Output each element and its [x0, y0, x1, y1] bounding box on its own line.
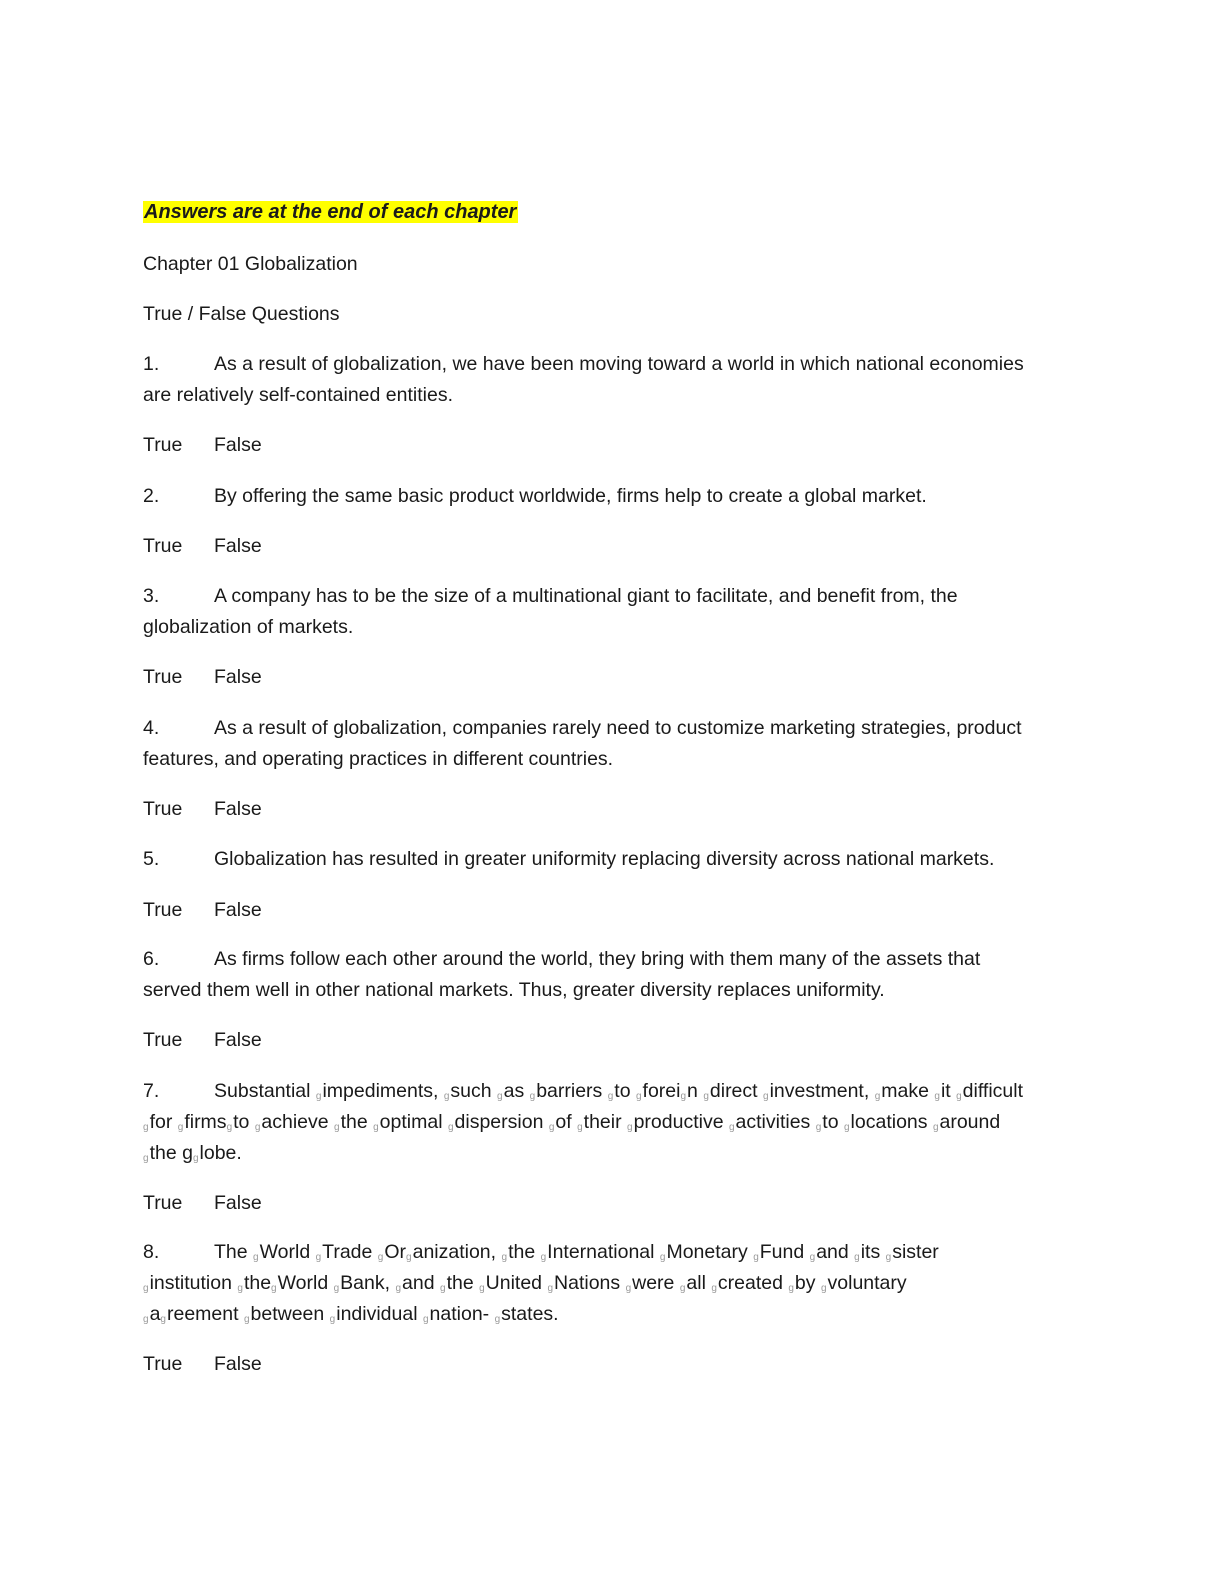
- question-text: features, and operating practices in different countries.: [143, 748, 614, 770]
- artifact-glyph: g: [809, 1252, 816, 1263]
- question-7-continuation: [143, 1110, 1000, 1140]
- artifact-glyph: g: [854, 1252, 860, 1263]
- artifact-glyph: g: [788, 1283, 794, 1294]
- question-text: globalization of markets.: [143, 616, 354, 638]
- artifact-glyph: g: [143, 1314, 149, 1325]
- artifact-glyph: g: [680, 1091, 687, 1102]
- artifact-glyph: g: [143, 1283, 149, 1294]
- artifact-glyph: g: [763, 1091, 769, 1102]
- artifact-glyph: g: [815, 1122, 822, 1133]
- question-text: gthe gglobe.: [143, 1142, 242, 1164]
- answer-options: [143, 665, 262, 689]
- true-option: True: [143, 899, 183, 921]
- answer-options: [143, 1191, 262, 1215]
- artifact-glyph: g: [885, 1252, 892, 1263]
- question-6: [143, 947, 980, 971]
- artifact-glyph: g: [377, 1252, 384, 1263]
- question-text: served them well in other national markets. Thus, greater diversity replaces uniformity.: [143, 979, 885, 1001]
- artifact-glyph: g: [679, 1283, 686, 1294]
- artifact-glyph: g: [192, 1153, 199, 1164]
- false-option: False: [214, 899, 262, 921]
- artifact-glyph: g: [956, 1091, 962, 1102]
- question-1-continuation: [143, 383, 453, 407]
- question-5: [143, 847, 994, 871]
- question-8: [143, 1240, 939, 1270]
- artifact-glyph: g: [577, 1122, 583, 1133]
- artifact-glyph: g: [703, 1091, 709, 1102]
- artifact-glyph: g: [237, 1283, 243, 1294]
- artifact-glyph: g: [753, 1252, 759, 1263]
- artifact-glyph: g: [479, 1283, 485, 1294]
- answer-options: [143, 534, 262, 558]
- artifact-glyph: g: [548, 1122, 555, 1133]
- question-number: 6.: [143, 948, 160, 970]
- question-number: 8.: [143, 1241, 160, 1263]
- artifact-glyph: g: [315, 1252, 322, 1263]
- artifact-glyph: g: [635, 1091, 642, 1102]
- artifact-glyph: g: [253, 1252, 259, 1263]
- question-7: [143, 1079, 1023, 1109]
- question-number: 7.: [143, 1080, 160, 1102]
- question-text: By offering the same basic product worldwide, firms help to create a global market.: [214, 485, 927, 507]
- chapter-title: Chapter 01 Globalization: [143, 253, 358, 275]
- artifact-glyph: g: [547, 1283, 554, 1294]
- artifact-glyph: g: [395, 1283, 402, 1294]
- true-option: True: [143, 1029, 183, 1051]
- question-6-continuation: [143, 978, 885, 1002]
- question-number: 1.: [143, 353, 160, 375]
- artifact-glyph: g: [440, 1283, 446, 1294]
- answer-options: [143, 1028, 262, 1052]
- question-8-continuation: [143, 1271, 907, 1301]
- heading-line: [143, 200, 518, 224]
- artifact-glyph: g: [177, 1122, 184, 1133]
- question-4-continuation: [143, 747, 613, 771]
- question-1: [143, 352, 1024, 376]
- artifact-glyph: g: [501, 1252, 508, 1263]
- question-text: As a result of globalization, companies rarely need to customize marketing strategies, product: [214, 717, 1022, 739]
- artifact-glyph: g: [447, 1122, 454, 1133]
- artifact-glyph: g: [422, 1314, 429, 1325]
- true-option: True: [143, 666, 183, 688]
- question-number: 4.: [143, 717, 160, 739]
- artifact-glyph: g: [728, 1122, 735, 1133]
- section-title: True / False Questions: [143, 303, 340, 325]
- question-number: 3.: [143, 585, 160, 607]
- artifact-glyph: g: [329, 1314, 336, 1325]
- answer-options: [143, 898, 262, 922]
- artifact-glyph: g: [497, 1091, 503, 1102]
- false-option: False: [214, 434, 262, 456]
- artifact-glyph: g: [373, 1122, 379, 1133]
- question-text: gagreement gbetween gindividual gnation- gstates.: [143, 1303, 559, 1325]
- artifact-glyph: g: [243, 1314, 250, 1325]
- answer-options: [143, 1352, 262, 1376]
- question-number: 5.: [143, 848, 160, 870]
- false-option: False: [214, 1353, 262, 1375]
- artifact-glyph: g: [874, 1091, 881, 1102]
- question-text: ginstitution gthegWorld gBank, gand gthe gUnited gNations gwere gall gcreated gby gvoluntary: [143, 1272, 907, 1294]
- question-3: [143, 584, 958, 608]
- artifact-glyph: g: [659, 1252, 666, 1263]
- true-option: True: [143, 434, 183, 456]
- artifact-glyph: g: [932, 1122, 939, 1133]
- artifact-glyph: g: [934, 1091, 940, 1102]
- artifact-glyph: g: [711, 1283, 717, 1294]
- question-text: are relatively self-contained entities.: [143, 384, 453, 406]
- artifact-glyph: g: [627, 1122, 633, 1133]
- false-option: False: [214, 535, 262, 557]
- artifact-glyph: g: [443, 1091, 450, 1102]
- artifact-glyph: g: [625, 1283, 632, 1294]
- artifact-glyph: g: [254, 1122, 261, 1133]
- artifact-glyph: g: [143, 1122, 149, 1133]
- false-option: False: [214, 666, 262, 688]
- answers-note-heading: Answers are at the end of each chapter: [144, 201, 517, 223]
- true-option: True: [143, 1192, 183, 1214]
- false-option: False: [214, 798, 262, 820]
- question-4: [143, 716, 1022, 740]
- artifact-glyph: g: [315, 1091, 322, 1102]
- question-8-continuation: [143, 1302, 559, 1332]
- true-option: True: [143, 798, 183, 820]
- artifact-glyph: g: [540, 1252, 547, 1263]
- question-text: As firms follow each other around the world, they bring with them many of the assets that: [214, 948, 981, 970]
- answer-options: [143, 433, 262, 457]
- artifact-glyph: g: [820, 1283, 827, 1294]
- artifact-glyph: g: [334, 1122, 340, 1133]
- question-3-continuation: [143, 615, 353, 639]
- question-text: gfor gfirmsgto gachieve gthe goptimal gdispersion gof gtheir gproductive gactivities gto glocations garound: [143, 1111, 1001, 1133]
- artifact-glyph: g: [529, 1091, 536, 1102]
- question-7-continuation: [143, 1141, 242, 1171]
- artifact-glyph: g: [160, 1314, 166, 1325]
- false-option: False: [214, 1192, 262, 1214]
- artifact-glyph: g: [494, 1314, 501, 1325]
- artifact-glyph: g: [607, 1091, 614, 1102]
- question-text: A company has to be the size of a multinational giant to facilitate, and benefit from, the: [214, 585, 958, 607]
- artifact-glyph: g: [143, 1153, 149, 1164]
- question-2: [143, 484, 927, 508]
- question-text: As a result of globalization, we have been moving toward a world in which national economies: [214, 353, 1024, 375]
- artifact-glyph: g: [406, 1252, 412, 1263]
- question-text: The gWorld gTrade gOrganization, gthe gInternational gMonetary gFund gand gits gsister: [214, 1241, 939, 1263]
- question-text: Globalization has resulted in greater uniformity replacing diversity across national markets.: [214, 848, 995, 870]
- question-text: Substantial gimpediments, gsuch gas gbarriers gto gforeign gdirect ginvestment, gmake git gdifficult: [214, 1080, 1024, 1102]
- answer-options: [143, 797, 262, 821]
- true-option: True: [143, 1353, 183, 1375]
- question-number: 2.: [143, 485, 160, 507]
- artifact-glyph: g: [843, 1122, 850, 1133]
- false-option: False: [214, 1029, 262, 1051]
- artifact-glyph: g: [271, 1283, 277, 1294]
- true-option: True: [143, 535, 183, 557]
- artifact-glyph: g: [226, 1122, 233, 1133]
- artifact-glyph: g: [333, 1283, 340, 1294]
